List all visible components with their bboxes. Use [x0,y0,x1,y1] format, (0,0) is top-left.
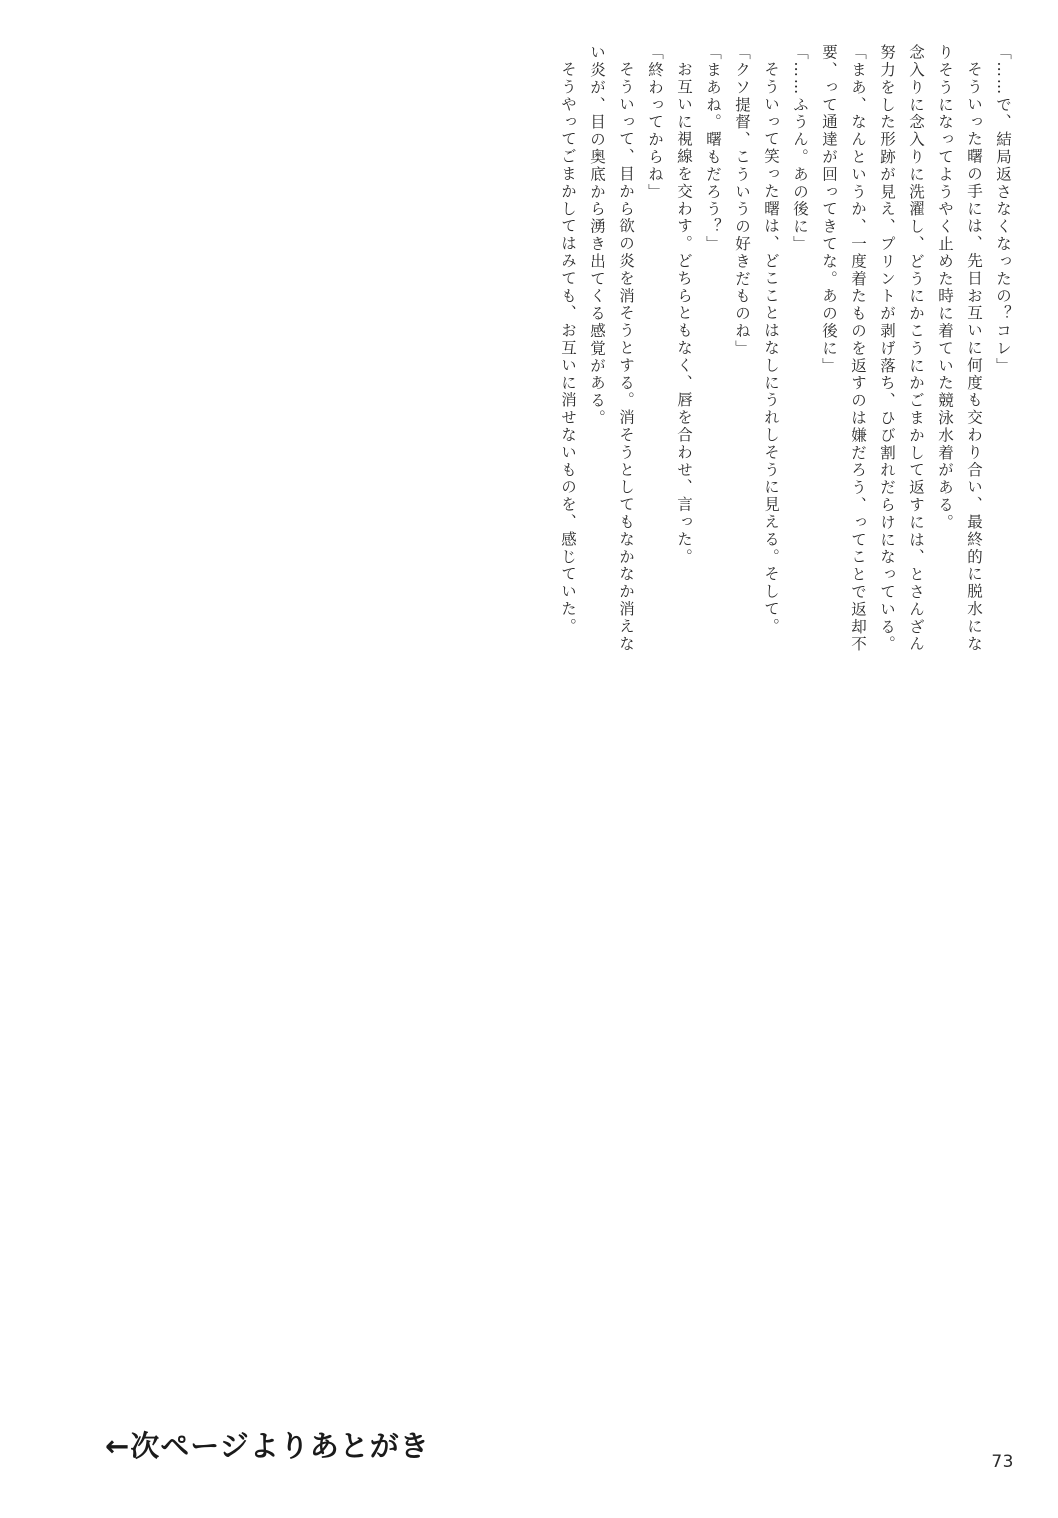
novel-line: 「……で、結局返さなくなったの？コレ」 [994,44,1012,375]
novel-line: りそうになってようやく止めた時に着ていた競泳水着がある。 [936,44,954,532]
novel-line: 「終わってからね」 [646,44,664,201]
novel-text-body [0,44,1058,744]
novel-line: そういって笑った曙は、どこことはなしにうれしそうに見える。そして。 [762,61,780,636]
novel-line: お互いに視線を交わす。どちらともなく、唇を合わせ、言った。 [675,61,693,566]
novel-line: そういった曙の手には、先日お互いに何度も交わり合い、最終的に脱水にな [965,61,983,653]
novel-line: 「クソ提督、こういうの好きだものね」 [733,44,751,358]
novel-line: 努力をした形跡が見え、プリントが剥げ落ち、ひび割れだらけになっている。 [878,44,896,653]
next-page-note: ←次ページよりあとがき [105,1429,430,1463]
novel-line: 「……ふうん。あの後に」 [791,44,809,253]
novel-line: 念入りに念入りに洗濯し、どうにかこうにかごまかして返すには、とさんざん [907,44,925,653]
page-number: 73 [991,1452,1014,1472]
novel-line: い炎が、目の奥底から湧き出てくる感覚がある。 [588,44,606,427]
novel-line: 「まあ、なんというか、一度着たものを返すのは嫌だろう、ってことで返却不 [849,44,867,653]
novel-line: そうやってごまかしてはみても、お互いに消せないものを、感じていた。 [559,61,577,636]
novel-line: そういって、目から欲の炎を消そうとする。消そうとしてもなかなか消えな [617,61,635,653]
novel-line: 「まあね。曙もだろう？」 [704,44,722,253]
novel-line: 要、って通達が回ってきてな。あの後に」 [820,44,838,375]
